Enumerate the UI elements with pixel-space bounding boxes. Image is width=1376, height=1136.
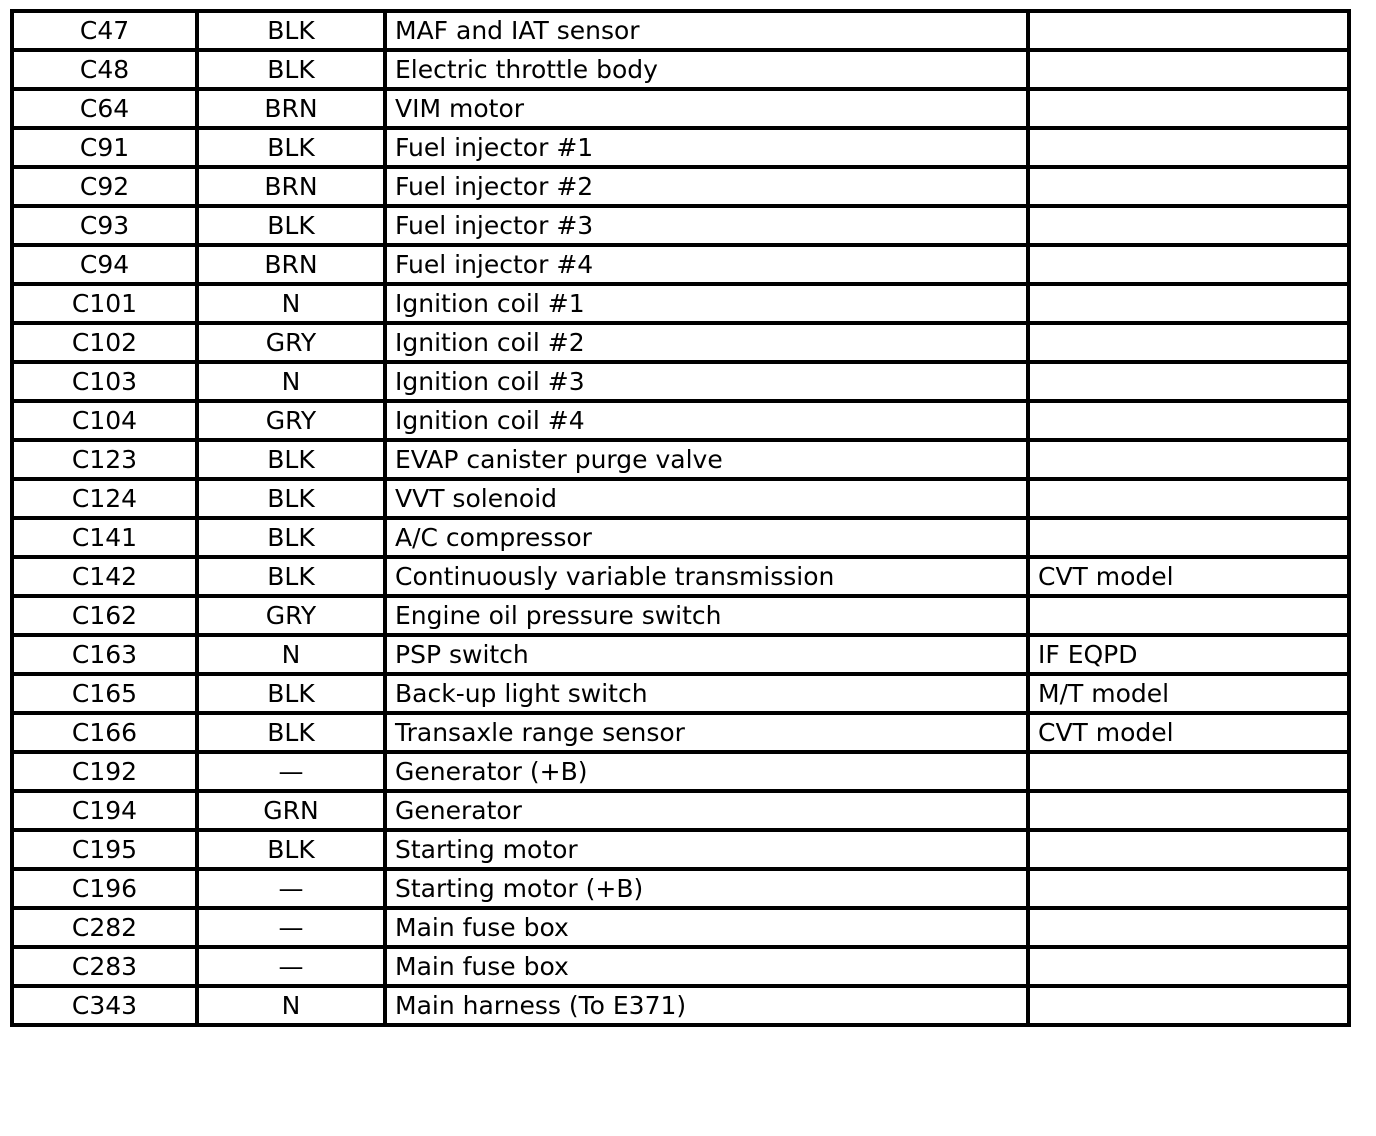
table-row <box>12 713 1349 752</box>
table-row <box>12 401 1349 440</box>
wire-color-cell: — <box>197 869 385 908</box>
connector-table-body <box>12 11 1349 1025</box>
wire-color-cell: BLK <box>197 206 385 245</box>
table-row <box>12 362 1349 401</box>
note-cell: IF EQPD <box>1028 635 1349 674</box>
description-cell: MAF and IAT sensor <box>385 11 1028 50</box>
connector-cell: C93 <box>12 206 197 245</box>
note-cell <box>1028 401 1349 440</box>
note-cell <box>1028 908 1349 947</box>
description-cell: Continuously variable transmission <box>385 557 1028 596</box>
description-cell: Main fuse box <box>385 908 1028 947</box>
note-cell <box>1028 89 1349 128</box>
table-row <box>12 128 1349 167</box>
table-row <box>12 557 1349 596</box>
wire-color-cell: BLK <box>197 11 385 50</box>
table-row <box>12 440 1349 479</box>
description-cell: Starting motor <box>385 830 1028 869</box>
table-row <box>12 596 1349 635</box>
note-cell <box>1028 752 1349 791</box>
note-cell <box>1028 167 1349 206</box>
connector-cell: C124 <box>12 479 197 518</box>
table-row <box>12 635 1349 674</box>
description-cell: Ignition coil #4 <box>385 401 1028 440</box>
note-cell <box>1028 50 1349 89</box>
table-row <box>12 245 1349 284</box>
connector-cell: C142 <box>12 557 197 596</box>
note-cell <box>1028 479 1349 518</box>
note-cell <box>1028 11 1349 50</box>
wire-color-cell: BLK <box>197 479 385 518</box>
connector-cell: C94 <box>12 245 197 284</box>
note-cell <box>1028 284 1349 323</box>
note-cell <box>1028 869 1349 908</box>
wire-color-cell: BRN <box>197 167 385 206</box>
wire-color-cell: BRN <box>197 245 385 284</box>
wire-color-cell: GRY <box>197 596 385 635</box>
wire-color-cell: BLK <box>197 440 385 479</box>
connector-cell: C104 <box>12 401 197 440</box>
connector-cell: C101 <box>12 284 197 323</box>
note-cell: CVT model <box>1028 557 1349 596</box>
table-row <box>12 869 1349 908</box>
description-cell: Back-up light switch <box>385 674 1028 713</box>
note-cell <box>1028 323 1349 362</box>
table-row <box>12 674 1349 713</box>
description-cell: Fuel injector #3 <box>385 206 1028 245</box>
table-row <box>12 830 1349 869</box>
wire-color-cell: BLK <box>197 830 385 869</box>
table-row <box>12 986 1349 1025</box>
description-cell: VVT solenoid <box>385 479 1028 518</box>
connector-cell: C64 <box>12 89 197 128</box>
note-cell <box>1028 440 1349 479</box>
connector-cell: C195 <box>12 830 197 869</box>
note-cell <box>1028 830 1349 869</box>
connector-cell: C192 <box>12 752 197 791</box>
description-cell: EVAP canister purge valve <box>385 440 1028 479</box>
table-row <box>12 167 1349 206</box>
table-row <box>12 518 1349 557</box>
description-cell: Generator <box>385 791 1028 830</box>
connector-table <box>10 9 1351 1027</box>
connector-cell: C194 <box>12 791 197 830</box>
description-cell: Ignition coil #1 <box>385 284 1028 323</box>
wire-color-cell: GRY <box>197 401 385 440</box>
description-cell: Ignition coil #3 <box>385 362 1028 401</box>
description-cell: PSP switch <box>385 635 1028 674</box>
connector-cell: C141 <box>12 518 197 557</box>
wire-color-cell: N <box>197 362 385 401</box>
table-row <box>12 284 1349 323</box>
connector-cell: C166 <box>12 713 197 752</box>
description-cell: Generator (+B) <box>385 752 1028 791</box>
description-cell: VIM motor <box>385 89 1028 128</box>
connector-cell: C162 <box>12 596 197 635</box>
connector-cell: C196 <box>12 869 197 908</box>
wire-color-cell: GRY <box>197 323 385 362</box>
note-cell <box>1028 791 1349 830</box>
wire-color-cell: — <box>197 908 385 947</box>
connector-cell: C92 <box>12 167 197 206</box>
description-cell: Starting motor (+B) <box>385 869 1028 908</box>
connector-cell: C282 <box>12 908 197 947</box>
description-cell: Transaxle range sensor <box>385 713 1028 752</box>
table-row <box>12 206 1349 245</box>
description-cell: A/C compressor <box>385 518 1028 557</box>
wire-color-cell: — <box>197 752 385 791</box>
connector-table-container <box>10 9 1351 1027</box>
connector-cell: C123 <box>12 440 197 479</box>
wire-color-cell: N <box>197 635 385 674</box>
wire-color-cell: N <box>197 284 385 323</box>
note-cell <box>1028 128 1349 167</box>
table-row <box>12 89 1349 128</box>
note-cell <box>1028 596 1349 635</box>
description-cell: Ignition coil #2 <box>385 323 1028 362</box>
table-row <box>12 947 1349 986</box>
wire-color-cell: BRN <box>197 89 385 128</box>
wire-color-cell: BLK <box>197 50 385 89</box>
note-cell: M/T model <box>1028 674 1349 713</box>
wire-color-cell: GRN <box>197 791 385 830</box>
note-cell: CVT model <box>1028 713 1349 752</box>
wire-color-cell: BLK <box>197 674 385 713</box>
wire-color-cell: BLK <box>197 713 385 752</box>
note-cell <box>1028 518 1349 557</box>
description-cell: Engine oil pressure switch <box>385 596 1028 635</box>
connector-cell: C103 <box>12 362 197 401</box>
connector-cell: C163 <box>12 635 197 674</box>
connector-cell: C343 <box>12 986 197 1025</box>
description-cell: Main harness (To E371) <box>385 986 1028 1025</box>
description-cell: Fuel injector #2 <box>385 167 1028 206</box>
connector-cell: C283 <box>12 947 197 986</box>
note-cell <box>1028 206 1349 245</box>
connector-cell: C165 <box>12 674 197 713</box>
table-row <box>12 908 1349 947</box>
table-row <box>12 479 1349 518</box>
wire-color-cell: BLK <box>197 557 385 596</box>
connector-cell: C48 <box>12 50 197 89</box>
description-cell: Fuel injector #4 <box>385 245 1028 284</box>
wire-color-cell: BLK <box>197 128 385 167</box>
note-cell <box>1028 245 1349 284</box>
description-cell: Main fuse box <box>385 947 1028 986</box>
wire-color-cell: — <box>197 947 385 986</box>
note-cell <box>1028 986 1349 1025</box>
table-row <box>12 323 1349 362</box>
wire-color-cell: BLK <box>197 518 385 557</box>
description-cell: Fuel injector #1 <box>385 128 1028 167</box>
connector-cell: C91 <box>12 128 197 167</box>
note-cell <box>1028 947 1349 986</box>
connector-cell: C102 <box>12 323 197 362</box>
table-row <box>12 50 1349 89</box>
table-row <box>12 752 1349 791</box>
connector-cell: C47 <box>12 11 197 50</box>
note-cell <box>1028 362 1349 401</box>
table-row <box>12 11 1349 50</box>
description-cell: Electric throttle body <box>385 50 1028 89</box>
table-row <box>12 791 1349 830</box>
wire-color-cell: N <box>197 986 385 1025</box>
